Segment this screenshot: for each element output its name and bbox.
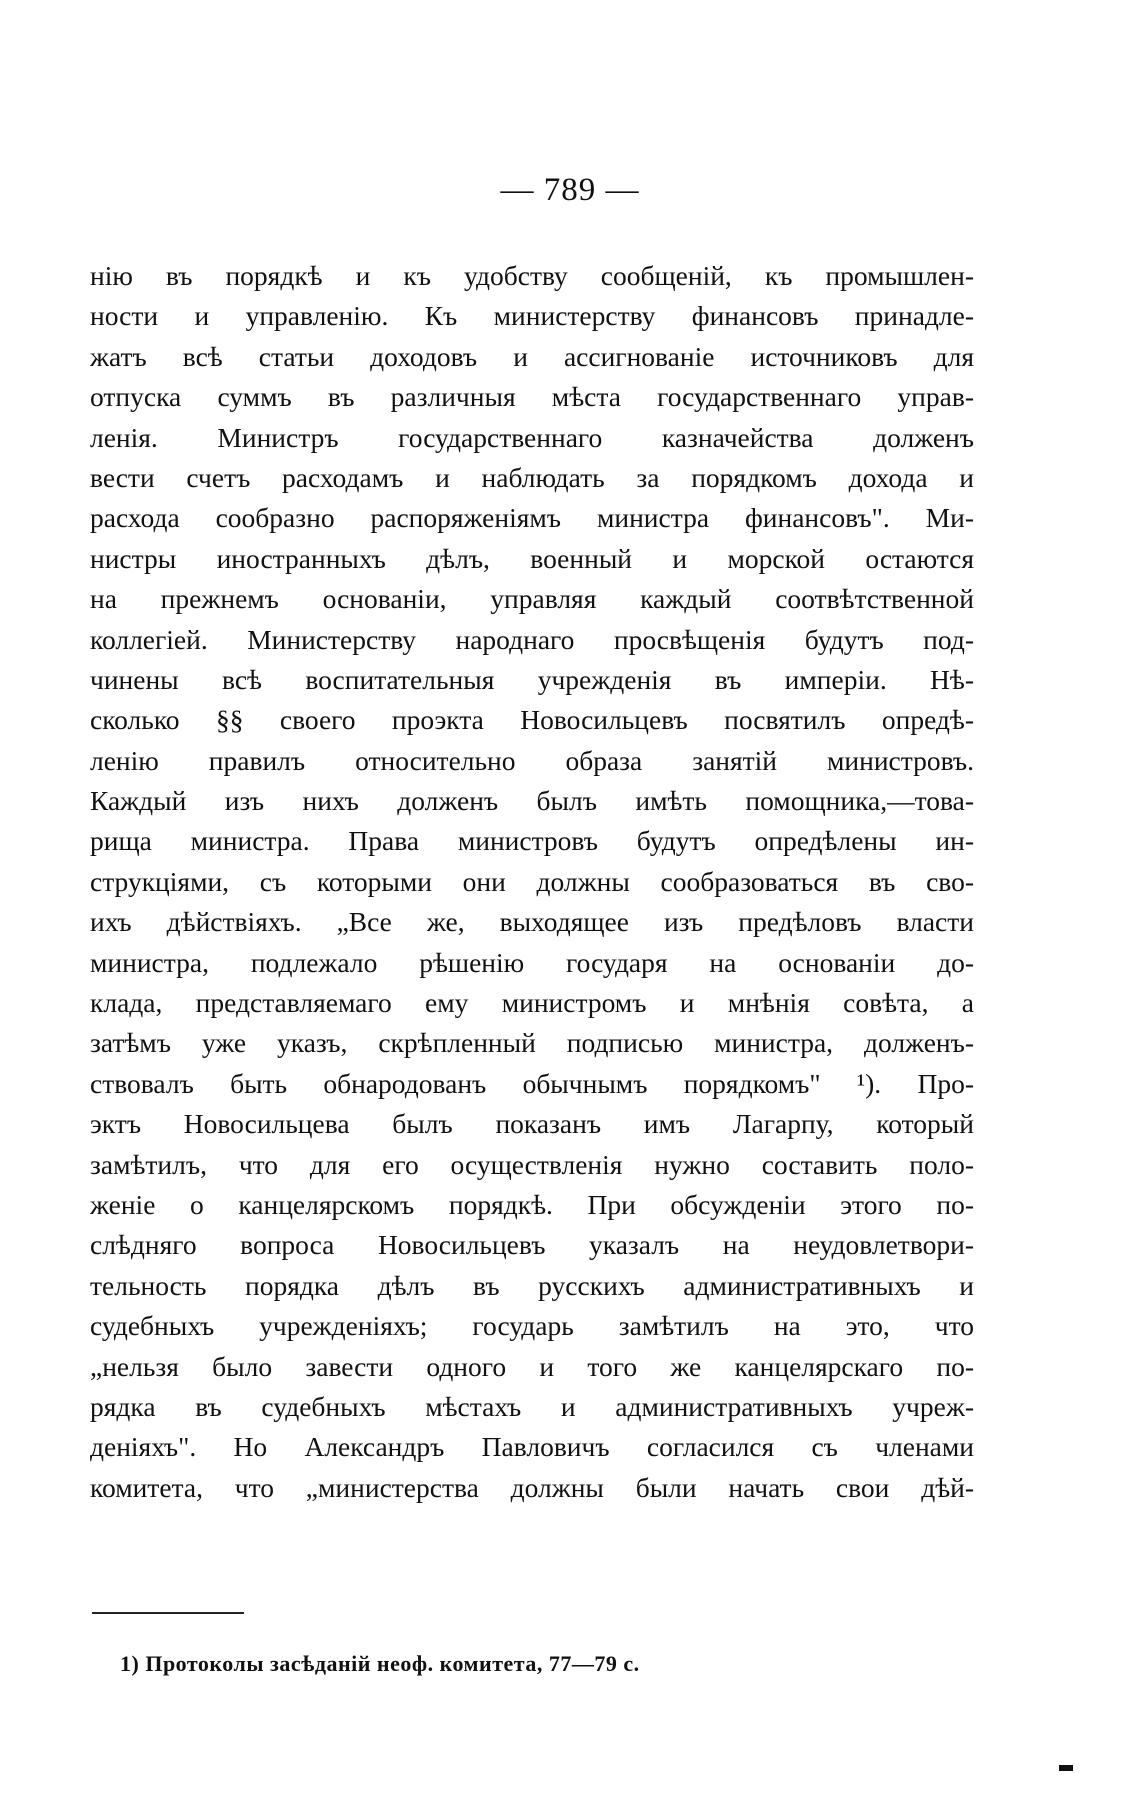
text-line: Каждый изъ нихъ долженъ былъ имѣть помощника,—това- [90, 785, 974, 817]
text-line: эктъ Новосильцева былъ показанъ имъ Лагарпу, который [90, 1108, 974, 1140]
text-line: ленію правилъ относительно образа занятій министровъ. [90, 744, 974, 776]
text-line: струкціями, съ которыми они должны сообразоваться въ сво- [90, 865, 974, 897]
text-line: рища министра. Права министровъ будутъ опредѣлены ин- [90, 825, 974, 857]
page-number: — 789 — [500, 172, 640, 208]
text-line: затѣмъ уже указъ, скрѣпленный подписью министра, долженъ- [90, 1027, 974, 1059]
text-line: „нельзя было завести одного и того же канцелярскаго по- [90, 1350, 974, 1382]
footnote: 1) Протоколы засѣданій неоф. комитета, 77—79 с. [120, 1651, 640, 1676]
text-line: нію въ порядкѣ и къ удобству сообщеній, къ промышлен- [90, 260, 974, 291]
text-line: тельность порядка дѣлъ въ русскихъ административныхъ и [90, 1269, 974, 1301]
text-line: ленія. Министръ государственнаго казначейства долженъ [90, 421, 974, 453]
text-line: вести счетъ расходамъ и наблюдать за порядкомъ дохода и [90, 461, 974, 493]
text-line: жатъ всѣ статьи доходовъ и ассигнованіе источниковъ для [90, 340, 974, 372]
text-line: чинены всѣ воспитательныя учрежденія въ имперіи. Нѣ- [90, 663, 974, 695]
text-line: ности и управленію. Къ министерству финансовъ принадле- [90, 300, 974, 332]
body-text [90, 256, 974, 1508]
text-line: ихъ дѣйствіяхъ. „Все же, выходящее изъ предѣловъ власти [90, 906, 974, 938]
text-line: замѣтилъ, что для его осуществленія нужно составить поло- [90, 1148, 974, 1180]
text-line: ствовалъ быть обнародованъ обычнымъ порядкомъ" ¹). Про- [90, 1067, 974, 1099]
text-line: сколько §§ своего проэкта Новосильцевъ посвятилъ опредѣ- [90, 704, 974, 736]
text-line: нистры иностранныхъ дѣлъ, военный и морской остаются [90, 542, 974, 574]
footnote-divider [92, 1612, 244, 1614]
text-line: слѣдняго вопроса Новосильцевъ указалъ на неудовлетвори- [90, 1229, 974, 1261]
text-line: отпуска суммъ въ различныя мѣста государственнаго управ- [90, 381, 974, 413]
text-line: министра, подлежало рѣшенію государя на основаніи до- [90, 946, 974, 978]
text-line: коллегіей. Министерству народнаго просвѣщенія будутъ под- [90, 623, 974, 655]
text-line: деніяхъ". Но Александръ Павловичъ согласился съ членами [90, 1431, 974, 1463]
text-line: на прежнемъ основаніи, управляя каждый соотвѣтственной [90, 583, 974, 615]
text-line: клада, представляемаго ему министромъ и мнѣнія совѣта, а [90, 987, 974, 1019]
text-line: судебныхъ учрежденіяхъ; государь замѣтилъ на это, что [90, 1310, 974, 1342]
text-line: комитета, что „министерства должны были начать свои дѣй- [90, 1471, 974, 1503]
text-line: расхода сообразно распоряженіямъ министра финансовъ". Ми- [90, 502, 974, 534]
text-line: рядка въ судебныхъ мѣстахъ и административныхъ учреж- [90, 1390, 974, 1422]
scan-edge-mark [1059, 1765, 1073, 1771]
text-line: женіе о канцелярскомъ порядкѣ. При обсужденіи этого по- [90, 1188, 974, 1220]
